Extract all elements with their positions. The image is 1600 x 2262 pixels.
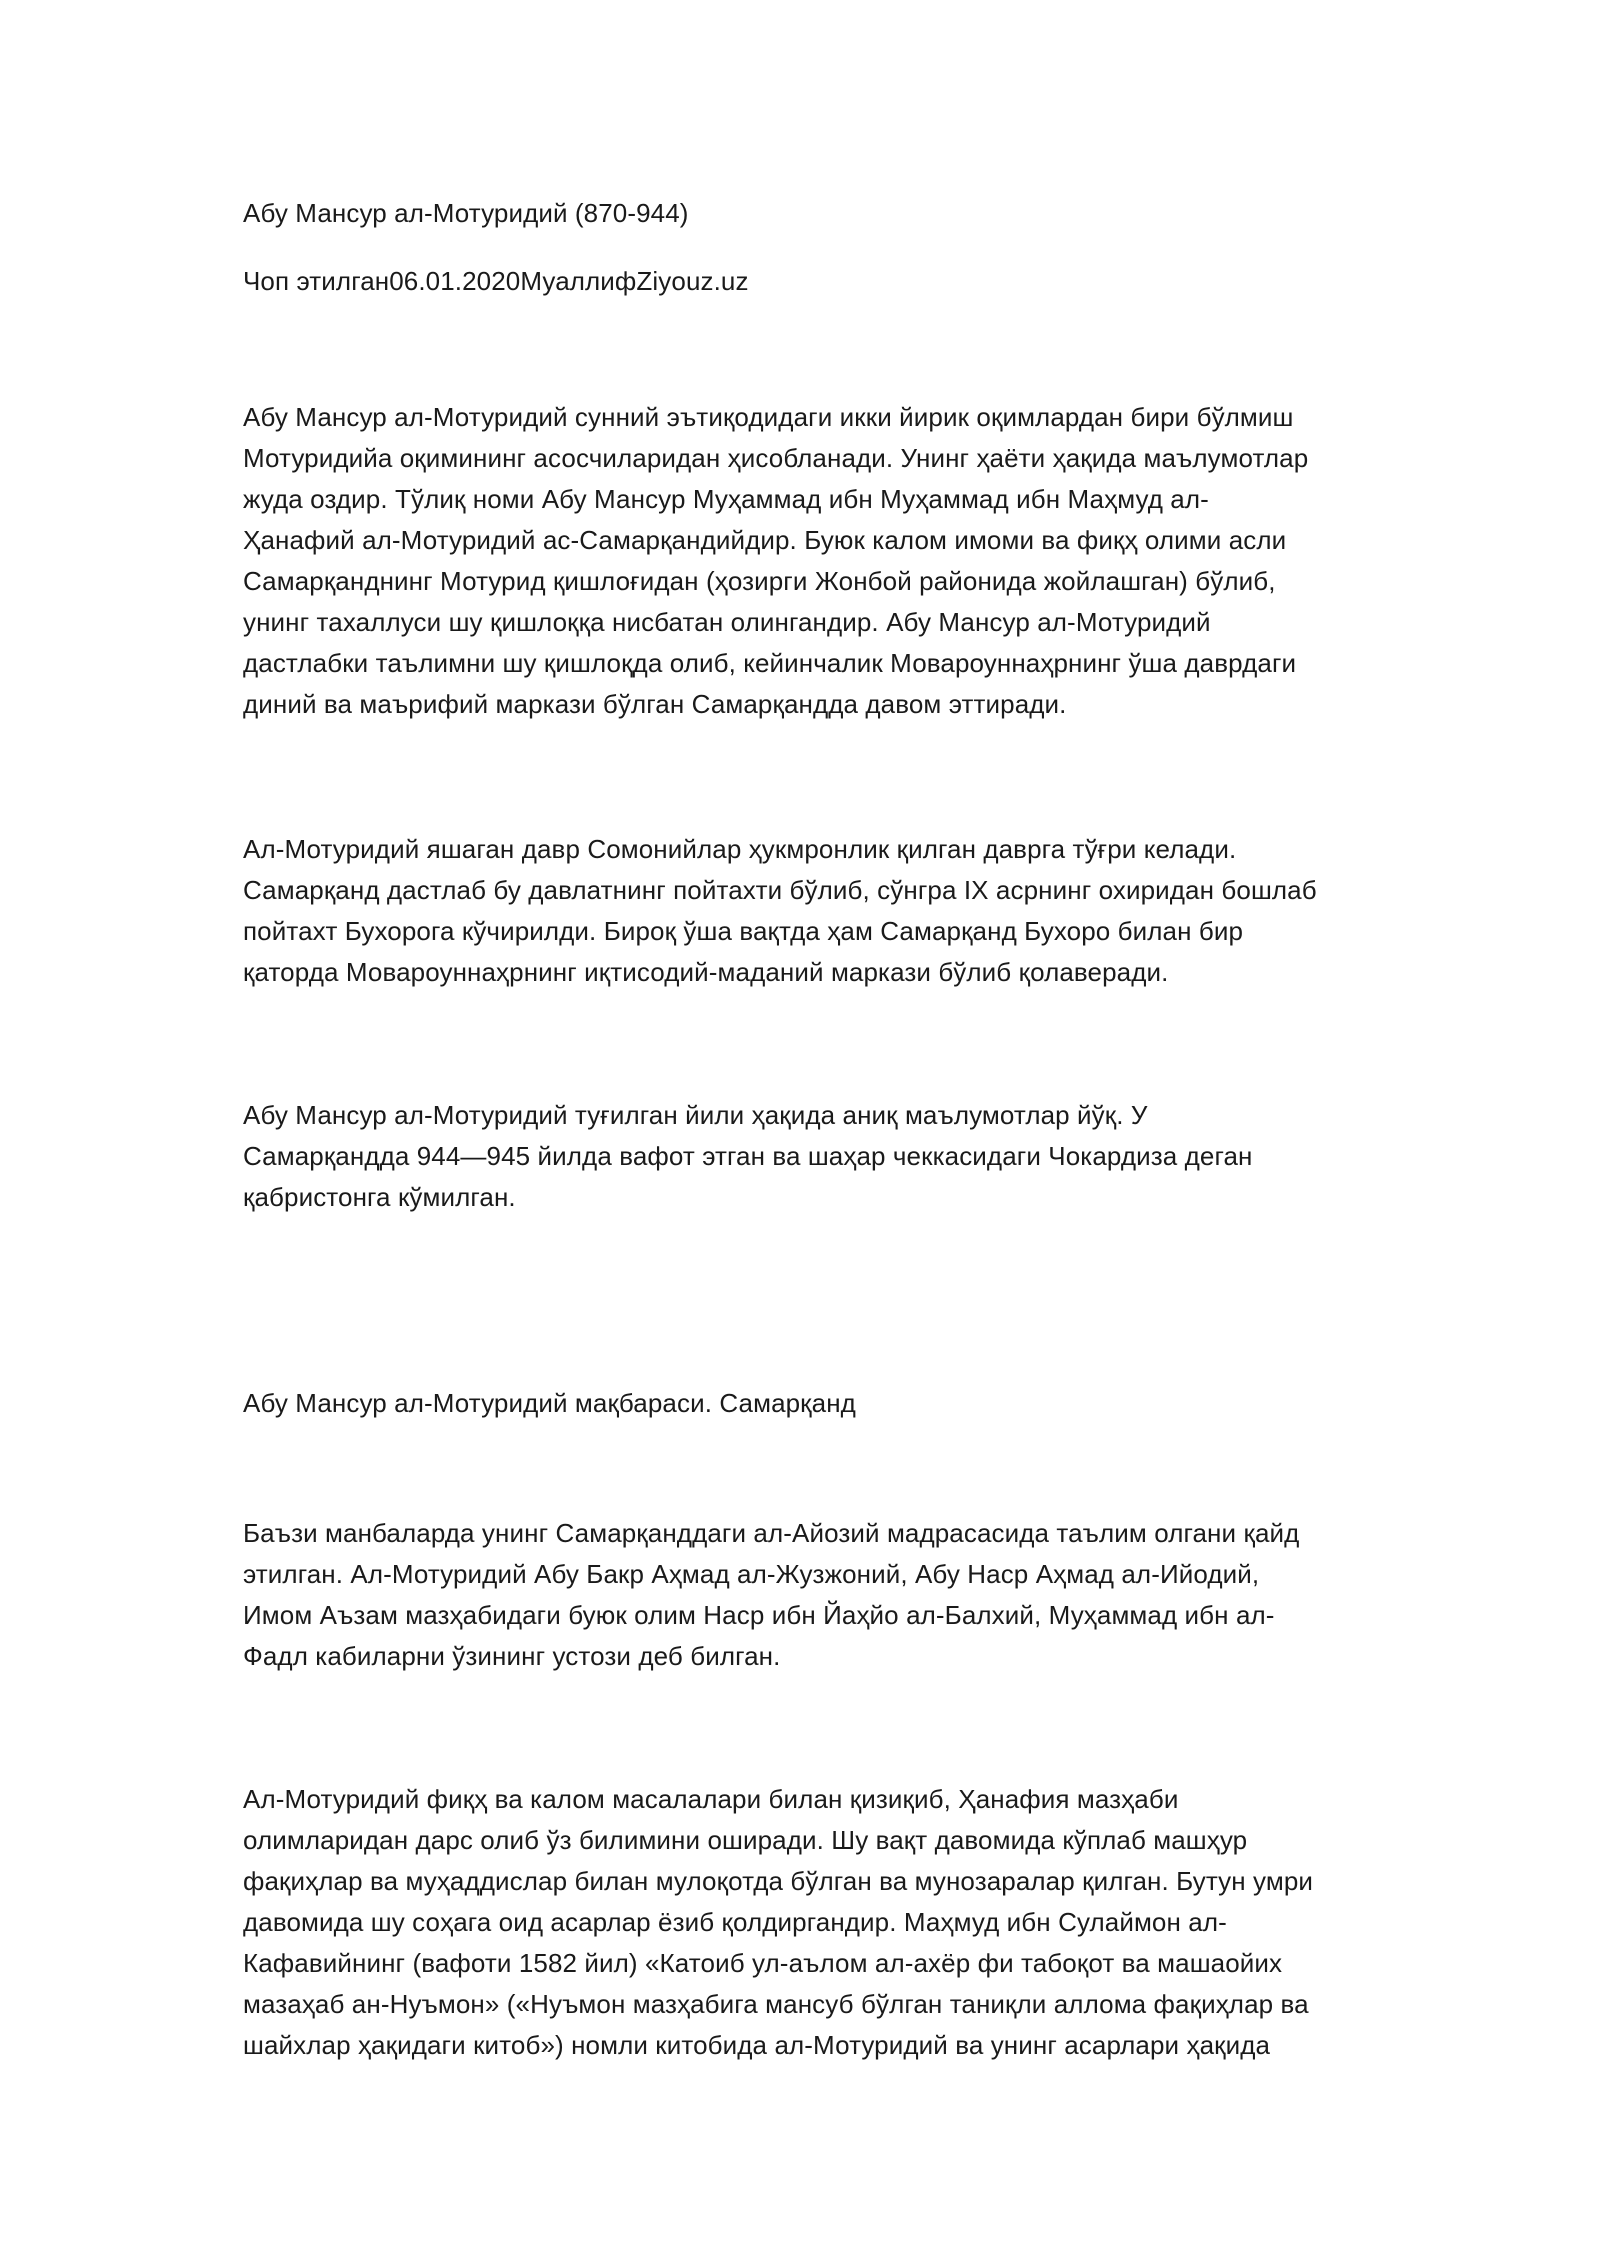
paragraph-line: Фадл кабиларни ўзининг устози деб билган. <box>243 1641 781 1671</box>
paragraph-line: қаторда Мовароуннаҳрнинг иқтисодий-маданий маркази бўлиб қолаверади. <box>243 957 1169 987</box>
paragraph-line: Мотуридийа оқимининг асосчиларидан ҳисобланади. Унинг ҳаёти ҳақида маълумотлар <box>243 443 1309 473</box>
paragraph-line: олимларидан дарс олиб ўз билимини оширади. Шу вақт давомида кўплаб машҳур <box>243 1825 1248 1855</box>
document-title: Абу Мансур ал-Мотуридий (870-944) <box>243 198 689 228</box>
paragraph-line: мазаҳаб ан-Нуъмон» («Нуъмон мазҳабига мансуб бўлган таниқли аллома фақиҳлар ва <box>243 1989 1309 2019</box>
paragraph-line: дастлабки таълимни шу қишлоқда олиб, кейинчалик Мовароуннаҳрнинг ўша даврдаги <box>243 648 1297 678</box>
paragraph-4 <box>243 1513 1383 1677</box>
publication-meta: Чоп этилган06.01.2020МуаллифZiyouz.uz <box>243 266 749 296</box>
paragraph-line: этилган. Ал-Мотуридий Абу Бакр Аҳмад ал-Жузжоний, Абу Наср Аҳмад ал-Ийодий, <box>243 1559 1260 1589</box>
paragraph-line: унинг тахаллуси шу қишлоққа нисбатан олингандир. Абу Мансур ал-Мотуридий <box>243 607 1211 637</box>
paragraph-line: диний ва маърифий маркази бўлган Самарқандда давом эттиради. <box>243 689 1067 719</box>
paragraph-line: фақиҳлар ва муҳаддислар билан мулоқотда бўлган ва мунозаралар қилган. Бутун умри <box>243 1866 1314 1896</box>
paragraph-line: қабристонга кўмилган. <box>243 1182 516 1212</box>
paragraph-line: Баъзи манбаларда унинг Самарқанддаги ал-Айозий мадрасасида таълим олгани қайд <box>243 1518 1300 1548</box>
paragraph-3 <box>243 1095 1383 1218</box>
paragraph-2 <box>243 829 1383 993</box>
paragraph-line: Кафавийнинг (вафоти 1582 йил) «Катоиб ул-аълом ал-ахёр фи табоқот ва машаойих <box>243 1948 1283 1978</box>
paragraph-line: Имом Аъзам мазҳабидаги буюк олим Наср ибн Йаҳйо ал-Балхий, Муҳаммад ибн ал- <box>243 1600 1275 1630</box>
paragraph-line: Абу Мансур ал-Мотуридий сунний эътиқодидаги икки йирик оқимлардан бири бўлмиш <box>243 402 1294 432</box>
paragraph-line: Самарқандда 944—945 йилда вафот этган ва шаҳар чеккасидаги Чокардиза деган <box>243 1141 1253 1171</box>
paragraph-1 <box>243 397 1383 725</box>
paragraph-line: Абу Мансур ал-Мотуридий туғилган йили ҳақида аниқ маълумотлар йўқ. У <box>243 1100 1148 1130</box>
paragraph-line: Самарқанд дастлаб бу давлатнинг пойтахти бўлиб, сўнгра IX асрнинг охиридан бошлаб <box>243 875 1317 905</box>
paragraph-line: жуда оздир. Тўлиқ номи Абу Мансур Муҳаммад ибн Муҳаммад ибн Маҳмуд ал- <box>243 484 1209 514</box>
paragraph-line: шайхлар ҳақидаги китоб») номли китобида ал-Мотуридий ва унинг асарлари ҳақида <box>243 2030 1271 2060</box>
image-caption: Абу Мансур ал-Мотуридий мақбараси. Самарқанд <box>243 1388 856 1418</box>
paragraph-line: пойтахт Бухорога кўчирилди. Бироқ ўша вақтда ҳам Самарқанд Бухоро билан бир <box>243 916 1244 946</box>
paragraph-line: Ал-Мотуридий яшаган давр Сомонийлар ҳукмронлик қилган даврга тўғри келади. <box>243 834 1237 864</box>
paragraph-line: Самарқанднинг Мотурид қишлоғидан (ҳозирги Жонбой районида жойлашган) бўлиб, <box>243 566 1276 596</box>
paragraph-line: Ал-Мотуридий фиқҳ ва калом масалалари билан қизиқиб, Ҳанафия мазҳаби <box>243 1784 1179 1814</box>
paragraph-5 <box>243 1779 1383 2066</box>
paragraph-line: Ҳанафий ал-Мотуридий ас-Самарқандийдир. Буюк калом имоми ва фиқҳ олими асли <box>243 525 1287 555</box>
paragraph-line: давомида шу соҳага оид асарлар ёзиб қолдиргандир. Маҳмуд ибн Сулаймон ал- <box>243 1907 1227 1937</box>
